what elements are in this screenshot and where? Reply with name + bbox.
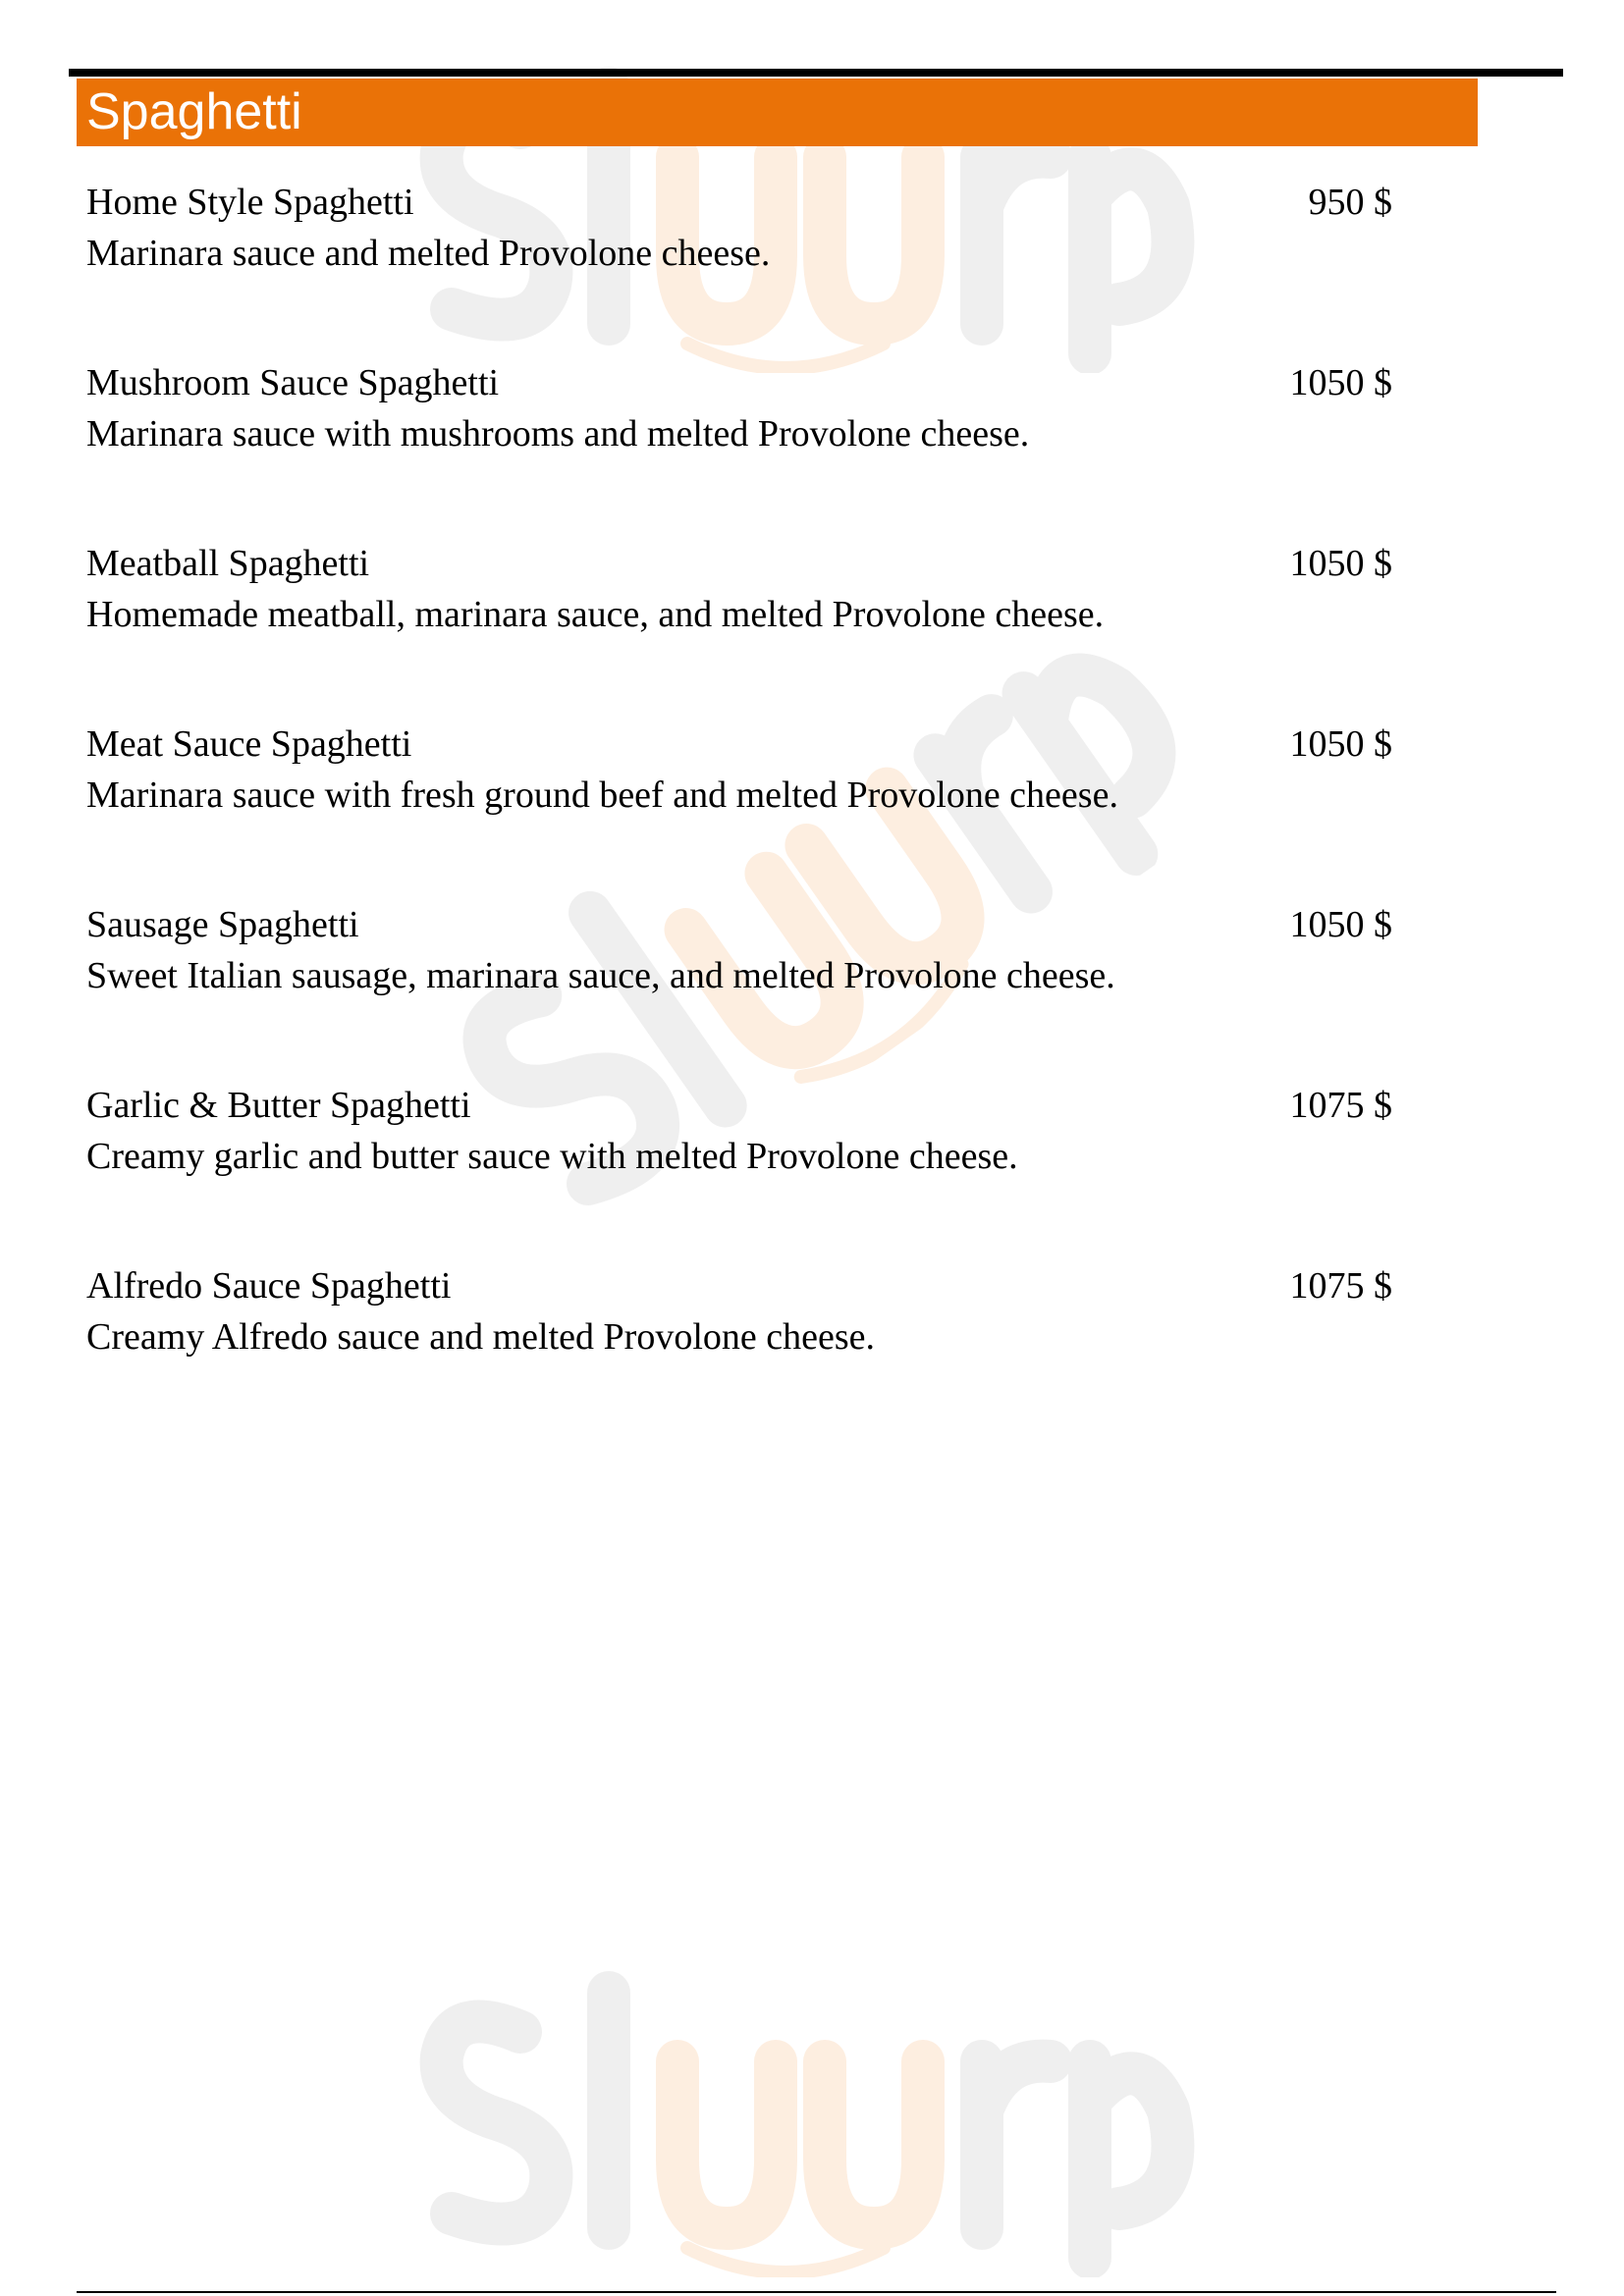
item-description: Creamy Alfredo sauce and melted Provolone cheese. <box>86 1316 875 1358</box>
bottom-divider <box>77 2291 1556 2293</box>
section-title: Spaghetti <box>86 83 302 140</box>
item-name: Mushroom Sauce Spaghetti <box>86 362 500 403</box>
item-name: Meatball Spaghetti <box>86 543 370 584</box>
item-description: Homemade meatball, marinara sauce, and melted Provolone cheese. <box>86 594 1105 635</box>
watermark-logo-bottom <box>412 1963 1237 2277</box>
item-name: Garlic & Butter Spaghetti <box>86 1085 471 1126</box>
menu-item <box>86 719 1392 821</box>
item-name: Home Style Spaghetti <box>86 182 414 223</box>
item-description: Creamy garlic and butter sauce with melted Provolone cheese. <box>86 1136 1018 1177</box>
item-price: 1050 $ <box>1289 362 1392 403</box>
item-description: Marinara sauce with fresh ground beef and melted Provolone cheese. <box>86 774 1118 816</box>
item-price: 1050 $ <box>1289 543 1392 584</box>
item-name: Meat Sauce Spaghetti <box>86 723 412 765</box>
item-name: Sausage Spaghetti <box>86 904 359 945</box>
menu-item <box>86 1260 1392 1362</box>
item-price: 1050 $ <box>1289 723 1392 765</box>
menu-item <box>86 1080 1392 1182</box>
top-divider <box>69 69 1563 77</box>
menu-item <box>86 177 1392 279</box>
item-price: 1075 $ <box>1289 1265 1392 1307</box>
item-price: 950 $ <box>1308 182 1392 223</box>
menu-item <box>86 357 1392 459</box>
item-description: Sweet Italian sausage, marinara sauce, and melted Provolone cheese. <box>86 955 1115 996</box>
item-description: Marinara sauce with mushrooms and melted Provolone cheese. <box>86 413 1030 454</box>
item-description: Marinara sauce and melted Provolone cheese. <box>86 233 771 274</box>
item-price: 1050 $ <box>1289 904 1392 945</box>
menu-item <box>86 538 1392 640</box>
item-name: Alfredo Sauce Spaghetti <box>86 1265 452 1307</box>
menu-item <box>86 899 1392 1001</box>
item-price: 1075 $ <box>1289 1085 1392 1126</box>
section-header <box>77 79 1478 146</box>
